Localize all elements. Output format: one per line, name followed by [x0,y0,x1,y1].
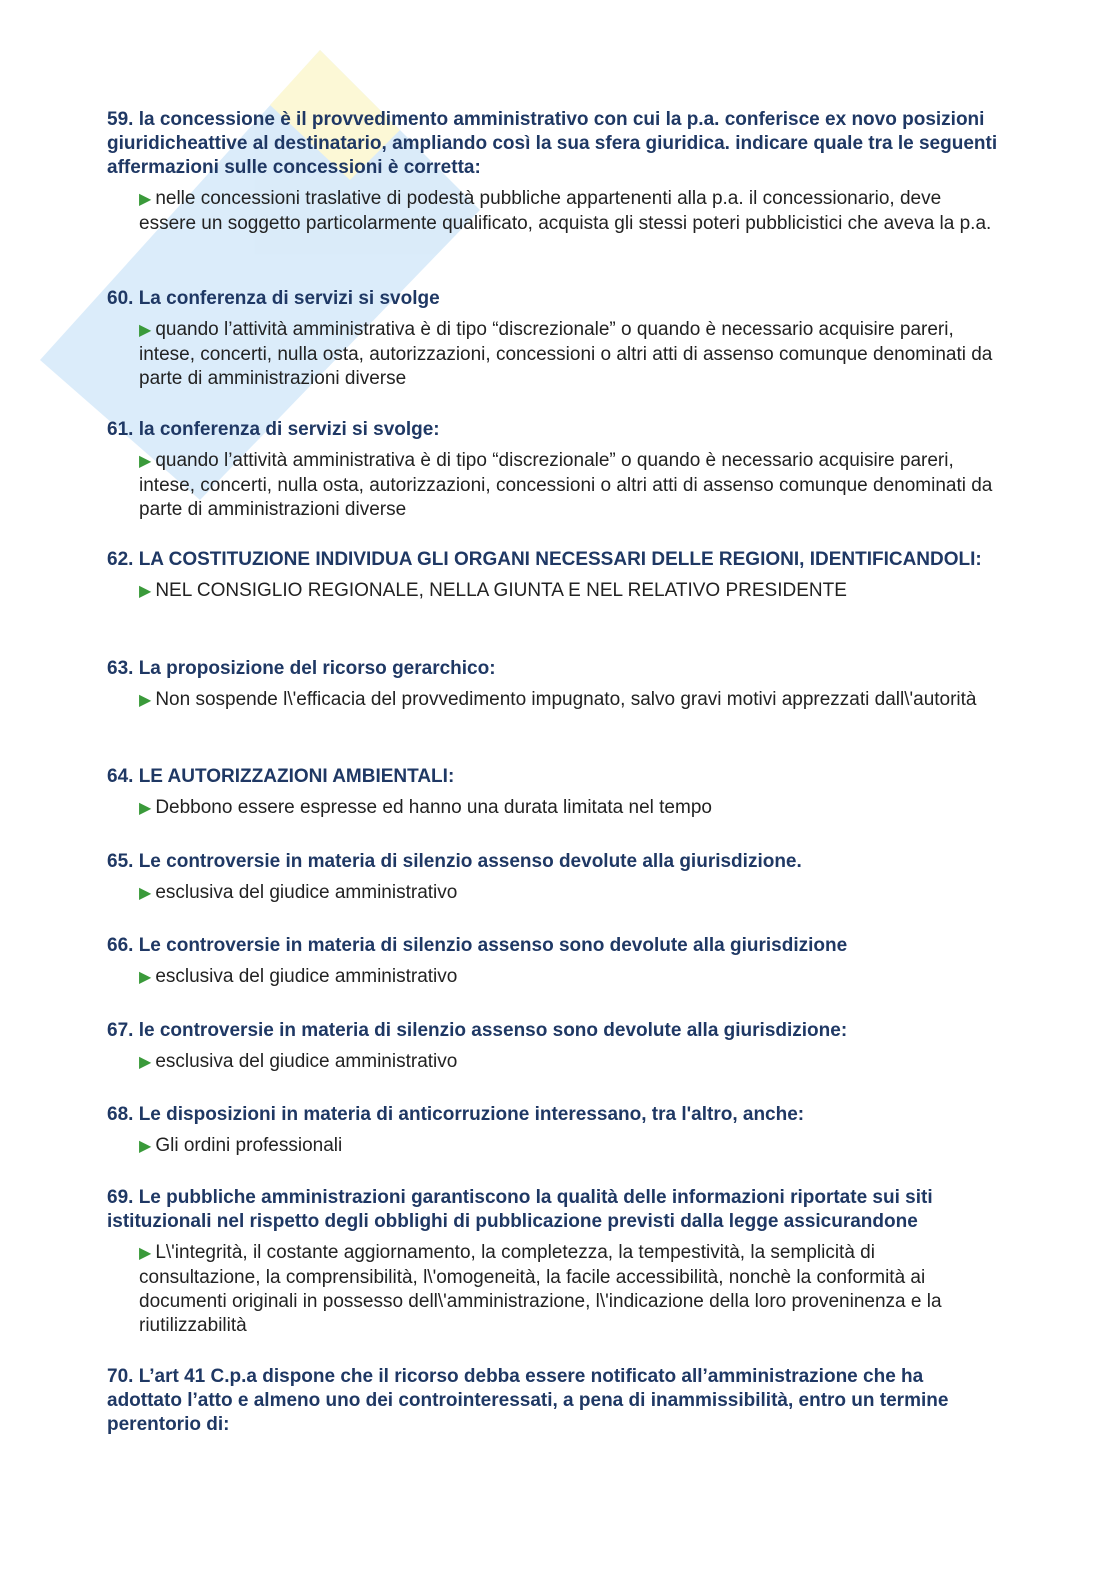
question-title: 70. L’art 41 C.p.a dispone che il ricorso debba essere notificato all’amministrazione che ha adottato l’atto e almeno uno dei controinteressati, a pena di inammissibilità, entro un termine perentorio di: [107,1366,949,1435]
answer [139,1241,999,1338]
question-title: 67. le controversie in materia di silenzio assenso sono devolute alla giurisdizione: [107,1020,848,1041]
arrow-bullet-icon: ▶ [139,800,152,817]
arrow-bullet-icon: ▶ [139,322,152,339]
answer-text: quando l’attività amministrativa è di tipo “discrezionale” o quando è necessario acquisire pareri, intese, concerti, nulla osta, autorizzazioni, concessioni o altri atti di assenso comunque denominati da parte di amministrazioni diverse [139,319,993,389]
answer [139,965,999,990]
answer-text: Debbono essere espresse ed hanno una durata limitata nel tempo [155,797,712,818]
question-title: 61. la conferenza di servizi si svolge: [107,419,440,440]
answer [139,796,999,821]
question-item [107,1186,999,1338]
answer-text: esclusiva del giudice amministrativo [155,1051,458,1072]
question-title: 64. LE AUTORIZZAZIONI AMBIENTALI: [107,766,455,787]
question-item [107,418,999,522]
question-item [107,548,999,604]
arrow-bullet-icon: ▶ [139,885,152,902]
answer [139,579,999,604]
question-title: 65. Le controversie in materia di silenzio assenso devolute alla giurisdizione. [107,851,802,872]
arrow-bullet-icon: ▶ [139,1054,152,1071]
arrow-bullet-icon: ▶ [139,1138,152,1155]
question-item [107,1365,999,1437]
answer-text: esclusiva del giudice amministrativo [155,882,458,903]
answer [139,187,999,236]
question-item [107,1019,999,1075]
question-title: 66. Le controversie in materia di silenzio assenso sono devolute alla giurisdizione [107,935,848,956]
question-item [107,287,999,391]
answer [139,1134,999,1159]
question-title: 60. La conferenza di servizi si svolge [107,288,440,309]
arrow-bullet-icon: ▶ [139,692,152,709]
question-item [107,850,999,906]
question-item [107,765,999,821]
answer [139,318,999,391]
answer [139,449,999,522]
answer [139,1050,999,1075]
question-item [107,1103,999,1159]
question-title: 63. La proposizione del ricorso gerarchico: [107,658,496,679]
answer-text: quando l’attività amministrativa è di tipo “discrezionale” o quando è necessario acquisire pareri, intese, concerti, nulla osta, autorizzazioni, concessioni o altri atti di assenso comunque denominati da parte di amministrazioni diverse [139,450,993,520]
arrow-bullet-icon: ▶ [139,583,152,600]
answer-text: Non sospende l\'efficacia del provvedimento impugnato, salvo gravi motivi apprezzati dall\'autorità [155,689,977,710]
question-title: 59. la concessione è il provvedimento amministrativo con cui la p.a. conferisce ex novo posizioni giuridicheattive al destinatario, ampliando così la sua sfera giuridica. indicare quale tra le seguenti affermazioni sulle concessioni è corretta: [107,109,998,178]
answer [139,688,999,713]
question-title: 69. Le pubbliche amministrazioni garantiscono la qualità delle informazioni riportate sui siti istituzionali nel rispetto degli obblighi di pubblicazione previsti dalla legge assicurandone [107,1187,933,1232]
arrow-bullet-icon: ▶ [139,453,152,470]
question-title: 62. LA COSTITUZIONE INDIVIDUA GLI ORGANI NECESSARI DELLE REGIONI, IDENTIFICANDOLI: [107,549,982,570]
answer [139,881,999,906]
answer-text: NEL CONSIGLIO REGIONALE, NELLA GIUNTA E NEL RELATIVO PRESIDENTE [155,580,847,601]
question-item [107,108,999,236]
answer-text: esclusiva del giudice amministrativo [155,966,458,987]
answer-text: L\'integrità, il costante aggiornamento, la completezza, la tempestività, la semplicità di consultazione, la comprensibilità, l\'omogeneità, la facile accessibilità, nonchè la conformità ai documenti originali in possesso dell\'amministrazione, l\'indicazione della loro proveninenza e la riutilizzabilità [139,1242,942,1336]
arrow-bullet-icon: ▶ [139,969,152,986]
answer-text: Gli ordini professionali [155,1135,343,1156]
arrow-bullet-icon: ▶ [139,191,152,208]
arrow-bullet-icon: ▶ [139,1245,152,1262]
answer-text: nelle concessioni traslative di podestà pubbliche appartenenti alla p.a. il concessionario, deve essere un soggetto particolarmente qualificato, acquista gli stessi poteri pubblicistici che aveva la p.a. [139,188,992,234]
question-title: 68. Le disposizioni in materia di anticorruzione interessano, tra l'altro, anche: [107,1104,805,1125]
question-item [107,657,999,713]
question-item [107,934,999,990]
